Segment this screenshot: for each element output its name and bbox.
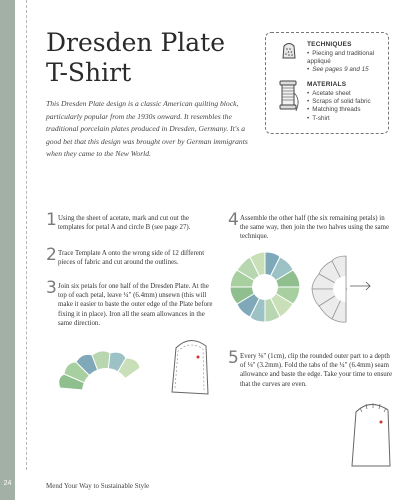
- step-number: 2: [46, 245, 57, 265]
- thread-spool-icon: [276, 79, 302, 113]
- step-text: Using the sheet of acetate, mark and cut out the templates for petal A and circle B (see page 27).: [58, 215, 191, 232]
- page-number: 24: [3, 480, 12, 487]
- step-text: Assemble the other half (the six remaining petals) in the same way, then join the two halves using the same technique.: [240, 215, 390, 241]
- materials-item: • Matching threads: [307, 106, 371, 114]
- full-plate-illustration: [228, 250, 302, 324]
- techniques-list: [307, 50, 388, 75]
- step-number: 4: [228, 210, 239, 230]
- half-plate-illustration: [46, 338, 166, 396]
- techniques-item: • See pages 9 and 15: [307, 66, 388, 74]
- title-line-2: T-Shirt: [46, 58, 132, 87]
- step-text: Every ⅜" (1cm), clip the rounded outer part to a depth of ⅛" (3.2mm). Fold the tabs of the ¼" (6.4mm) seam allowance and baste the edge. Take your time to ensure that the curves are even.: [240, 353, 393, 388]
- title-line-1: Dresden Plate: [46, 28, 226, 57]
- step-number: 3: [46, 278, 57, 298]
- petal-template-illustration: [168, 336, 212, 398]
- materials-item: • T-shirt: [307, 115, 371, 123]
- step-2: [46, 245, 216, 267]
- techniques-item: • Piecing and traditional appliqué: [307, 50, 388, 66]
- step-4: [228, 210, 393, 242]
- materials-heading: MATERIALS: [307, 81, 347, 88]
- info-box: [265, 32, 389, 134]
- thimble-icon: [278, 39, 300, 61]
- page-sidebar: [0, 0, 15, 500]
- step-number: 5: [228, 348, 239, 368]
- materials-item: • Acetate sheet: [307, 90, 371, 98]
- basted-half-plate-illustration: [306, 254, 382, 324]
- stitch-line-divider: [26, 0, 27, 470]
- materials-list: [307, 90, 371, 123]
- page-title: [46, 28, 256, 88]
- step-number: 1: [46, 210, 57, 230]
- step-5: [228, 348, 393, 389]
- step-text: Trace Template A onto the wrong side of 12 different pieces of fabric and cut around the outlines.: [58, 250, 205, 267]
- footer-book-title: Mend Your Way to Sustainable Style: [46, 482, 150, 490]
- step-1: [46, 210, 216, 232]
- techniques-heading: TECHNIQUES: [307, 41, 352, 48]
- clipped-petal-illustration: [346, 400, 396, 470]
- step-3: [46, 278, 216, 328]
- step-text: Join six petals for one half of the Dresden Plate. At the top of each petal, leave ¼" (6.4mm) unsewn (this will make it easier to baste the outer edge of the Plate before fixing it in place). Iron all the seam allowances in the same direction.: [58, 283, 213, 327]
- materials-item: • Scraps of solid fabric: [307, 98, 371, 106]
- intro-paragraph: This Dresden Plate design is a classic American quilting block, particularly popular from the 1930s onward. It resembles the traditional porcelain plates produced in Dresden, Germany. It's a good bet that this design was brought over by German immigrants when they came to the New World.: [46, 99, 248, 159]
